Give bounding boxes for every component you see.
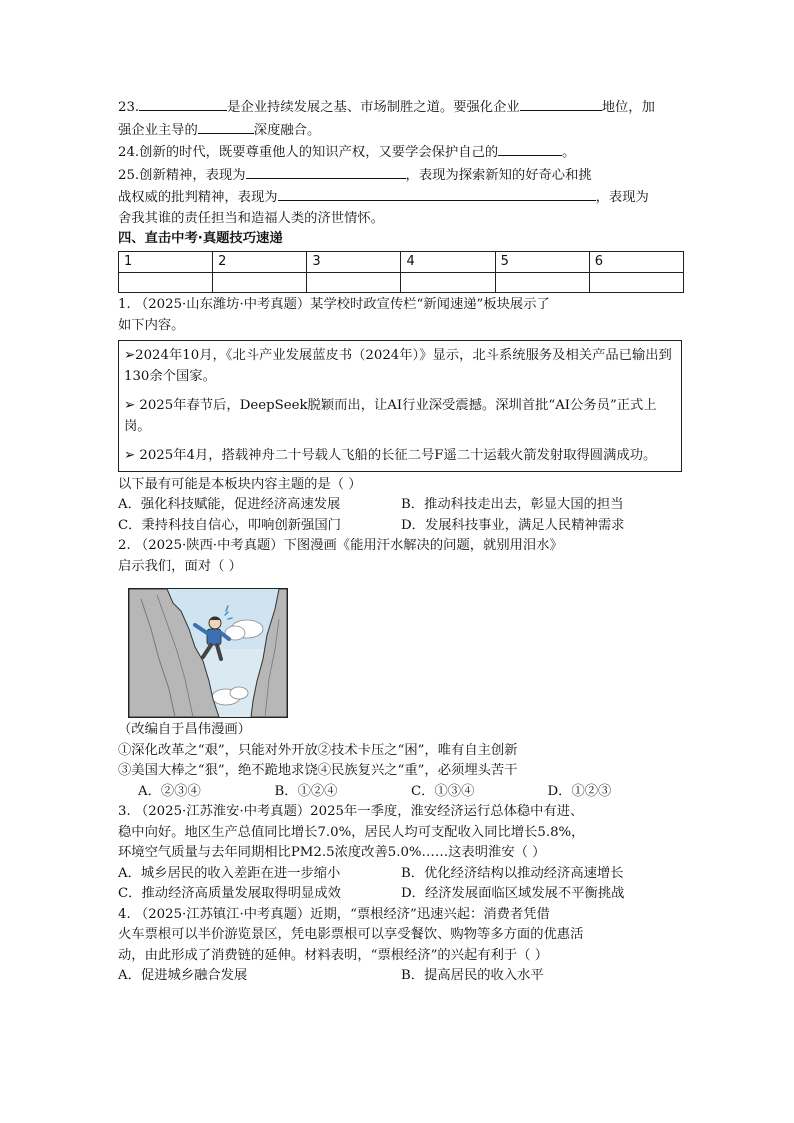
answer-col-4: 4: [401, 251, 495, 273]
q25-blank-2[interactable]: [278, 186, 596, 201]
q25-line3: 舍我其谁的责任担当和造福人类的济世情怀。: [118, 210, 384, 226]
answer-col-5: 5: [495, 251, 589, 273]
answer-col-6: 6: [589, 251, 683, 273]
comic-caption: （改编自于昌伟漫画）: [118, 722, 251, 737]
answer-cell-5[interactable]: [495, 273, 589, 293]
answer-cell-1[interactable]: [119, 273, 213, 293]
q2-stem-line2: 启示我们，面对（ ）: [118, 558, 242, 574]
answer-table-header-row: [119, 251, 684, 273]
q1-option-a[interactable]: A．强化科技赋能，促进经济高速发展: [118, 497, 341, 512]
q1-option-b[interactable]: B．推动科技走出去，彰显大国的担当: [401, 497, 624, 512]
q2-item-line1: ①深化改革之“艰”，只能对外开放②技术卡压之“困”，唯有自主创新: [118, 742, 518, 758]
cliff-climber-cartoon: [128, 588, 288, 718]
q25-line1: 25.创新精神，表现为 ，表现为探索新知的好奇心和挑: [118, 164, 684, 187]
q1-options-row1: [118, 495, 684, 516]
q3-line2: 稳中向好。地区生产总值同比增长7.0%，居民人均可支配收入同比增长5.8%，: [118, 824, 585, 840]
answer-table: [118, 251, 684, 294]
section-title: 四、直击中考·真题技巧速递: [118, 231, 283, 246]
worksheet-page: [118, 96, 684, 987]
q3-option-a[interactable]: A．城乡居民的收入差距在进一步缩小: [118, 865, 341, 881]
q1-options-row2: [118, 516, 684, 537]
news-item-3: ➢ 2025年4月，搭载神舟二十号载人飞船的长征二号F遥二十运载火箭发射取得圆满成功。: [124, 448, 657, 463]
q4-options-row1: [118, 966, 684, 987]
q4-line3: 动，由此形成了消费链的延伸。材料表明，“票根经济”的兴起有利于（ ）: [118, 947, 549, 963]
q2-option-b[interactable]: B．①②④: [274, 783, 338, 799]
answer-col-3: 3: [307, 251, 401, 273]
news-item-2: ➢ 2025年春节后，DeepSeek脱颖而出，让AI行业深受震撼。深圳首批“AI公务员”正式上岗。: [124, 398, 657, 434]
answer-col-2: 2: [213, 251, 307, 273]
q1-option-c[interactable]: C．秉持科技自信心，叩响创新强国门: [118, 517, 341, 533]
q3-line3: 环境空气质量与去年同期相比PM2.5浓度改善5.0%……这表明淮安（ ）: [118, 845, 546, 860]
q25-line2: 战权威的批判精神，表现为 ，表现为: [118, 186, 684, 209]
news-box: [118, 340, 682, 472]
q3-options-row2: [118, 884, 684, 905]
answer-table-answer-row: [119, 273, 684, 293]
q2-option-a[interactable]: A．②③④: [138, 783, 201, 799]
q3-option-c[interactable]: C．推动经济高质量发展取得明显成效: [118, 886, 341, 901]
news-item-1: ➢2024年10月，《北斗产业发展蓝皮书（2024年）》显示，北斗系统服务及相关产品已输出到130余个国家。: [124, 348, 672, 384]
q2-options: [118, 782, 684, 803]
q23-blank-1[interactable]: [139, 96, 227, 111]
q2-item-line2: ③美国大棒之“狠”，绝不跪地求饶④民族复兴之“重”，必须埋头苦干: [118, 763, 518, 778]
q23-line2: 强企业主导的 深度融合。: [118, 119, 684, 142]
q1-stem-line2: 如下内容。: [118, 317, 185, 333]
q4-option-b[interactable]: B．提高居民的收入水平: [401, 968, 544, 983]
q2-option-d[interactable]: D．①②③: [547, 783, 612, 799]
answer-cell-6[interactable]: [589, 273, 683, 293]
q2-option-c[interactable]: C．①③④: [411, 783, 475, 799]
q3-option-b[interactable]: B．优化经济结构以推动经济高速增长: [401, 865, 624, 881]
q25-blank-1[interactable]: [246, 164, 406, 179]
q4-line1: 4. （2025·江苏镇江·中考真题）近期，“票根经济”迅速兴起：消费者凭借: [118, 906, 550, 922]
answer-col-1: 1: [119, 251, 213, 273]
answer-cell-4[interactable]: [401, 273, 495, 293]
answer-cell-3[interactable]: [307, 273, 401, 293]
q4-option-a[interactable]: A．促进城乡融合发展: [118, 968, 248, 983]
q23-blank-3[interactable]: [198, 119, 254, 134]
q4-line2: 火车票根可以半价游览景区，凭电影票根可以享受餐饮、购物等多方面的优惠活: [118, 927, 584, 942]
q3-options-row1: [118, 864, 684, 885]
q1-option-d[interactable]: D．发展科技事业，满足人民精神需求: [401, 517, 625, 533]
q1-stem-line1: 1. （2025·山东潍坊·中考真题）某学校时政宣传栏“新闻速递”板块展示了: [118, 297, 550, 312]
q24-blank[interactable]: [498, 141, 562, 156]
answer-cell-2[interactable]: [213, 273, 307, 293]
q3-line1: 3. （2025·江苏淮安·中考真题）2025年一季度，淮安经济运行总体稳中有进、: [118, 804, 584, 819]
q3-option-d[interactable]: D．经济发展面临区域发展不平衡挑战: [401, 886, 625, 901]
q24-line: 24.创新的时代，既要尊重他人的知识产权，又要学会保护自己的 。: [118, 141, 684, 164]
q23-blank-2[interactable]: [520, 96, 602, 111]
q1-question: 以下最有可能是本板块内容主题的是（ ）: [118, 476, 362, 492]
q2-stem-line1: 2. （2025·陕西·中考真题）下图漫画《能用汗水解决的问题，就别用泪水》: [118, 538, 563, 553]
q23-line1: 23. 是企业持续发展之基、市场制胜之道。要强化企业 地位，加: [118, 96, 684, 119]
